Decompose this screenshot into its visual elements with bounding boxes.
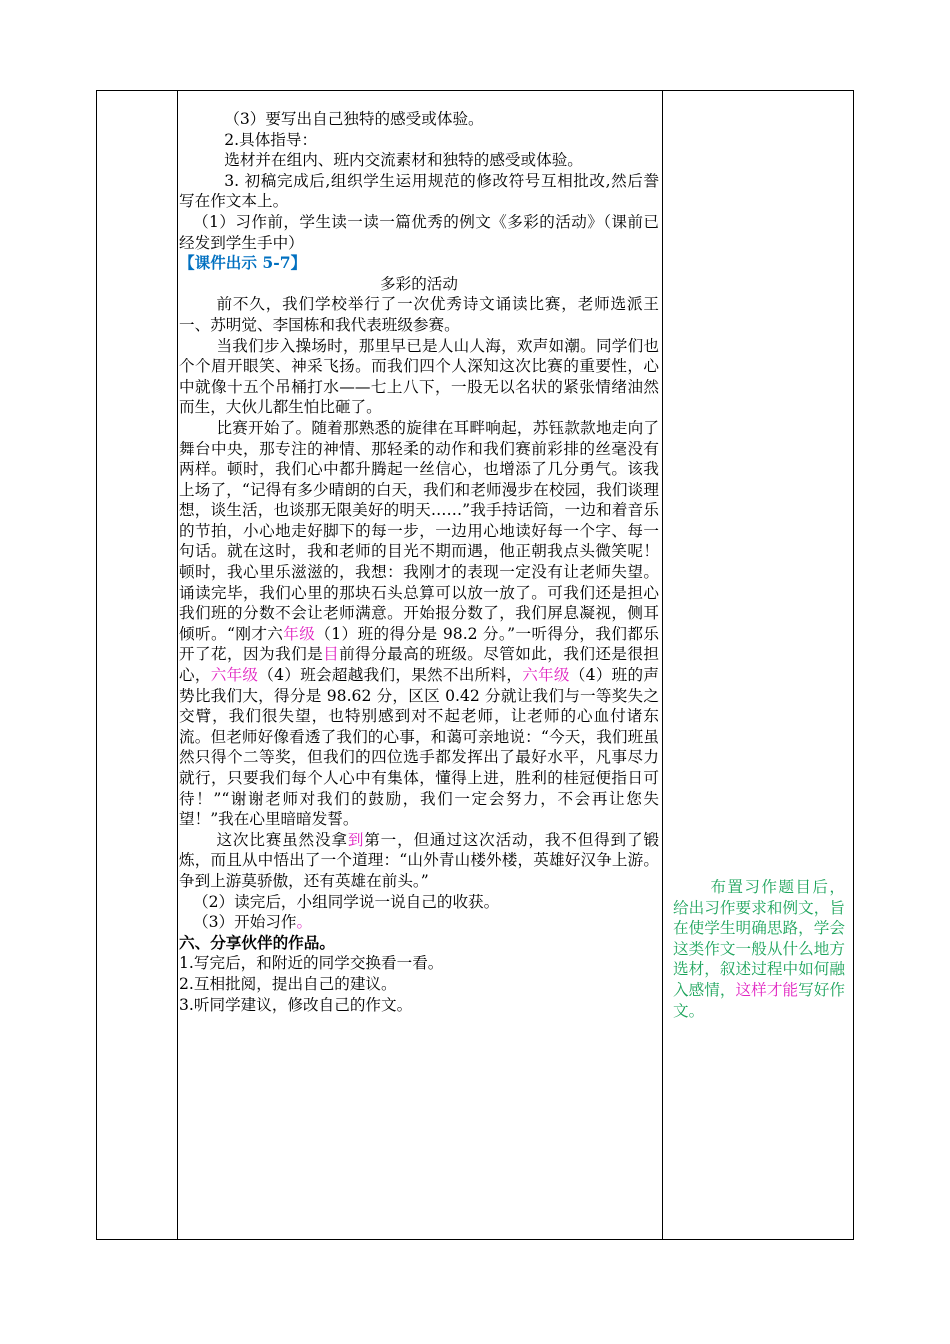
text-run: 布置习作题目后，给出习作要求和例文，旨在使学生明确思路，学会这类作文一般从什么地方选材，叙述过程中如何融入感情， bbox=[673, 878, 845, 999]
guidance-heading: 2.具体指导： bbox=[224, 130, 318, 149]
highlight-text: 六年级 bbox=[210, 666, 259, 685]
design-intent-column bbox=[673, 877, 845, 1021]
text-run: 这次比赛虽然没拿 bbox=[216, 830, 348, 849]
column-divider-1 bbox=[177, 91, 178, 1239]
lesson-table bbox=[96, 90, 854, 1240]
text-run: （4）班的声势比我们大，得分是 98.62 分，区区 0.42 分就让我们与一等奖失之交臂，我们很失望，也特别感到对不起老师，让老师的心血付诸东流。但老师好像看透了我们的心事，和蔼可亲地说：“今天，我们班虽然只得个二等奖，但我们的四位选手都发挥出了最好水平，凡事尽力就行，只要我们每个人心中有集体，懂得上进，胜利的桂冠便指日可待！”“谢谢老师对我们的鼓励，我们一定会努力，不会再让您失望！”我在心里暗暗发誓。 bbox=[179, 666, 659, 829]
share-step-1: 1.写完后，和附近的同学交换看一看。 bbox=[179, 954, 444, 973]
text-run: （3）开始习作 bbox=[193, 913, 297, 932]
column-divider-2 bbox=[662, 91, 663, 1239]
essay-paragraph-2: 当我们步入操场时，那里早已是人山人海，欢声如潮。同学们也个个眉开眼笑、神采飞扬。而我们四个人深知这次比赛的重要性，心中就像十五个吊桶打水——七上八下，一股无以名状的紧张情绪油然而生，大伙儿都生怕比砸了。 bbox=[179, 336, 659, 417]
essay-paragraph-1: 前不久，我们学校举行了一次优秀诗文诵读比赛，老师选派王一、苏明觉、李国栋和我代表班级参赛。 bbox=[179, 295, 659, 334]
essay-paragraph-4 bbox=[179, 830, 659, 892]
design-note bbox=[673, 877, 845, 1021]
essay-paragraph-3 bbox=[179, 418, 659, 830]
highlight-text: 。 bbox=[296, 913, 313, 932]
share-step-3: 3.听同学建议，修改自己的作文。 bbox=[179, 995, 413, 1014]
text-run: 第一，但通过这次活动，我不但得到了锻炼，而且从中悟出了一个道理：“山外青山楼外楼，英雄好汉争上游。争到上游莫骄傲，还有英雄在前头。” bbox=[179, 830, 659, 890]
courseware-label: 【课件出示 5-7】 bbox=[179, 253, 307, 273]
text-run: 比赛开始了。随着那熟悉的旋律在耳畔响起，苏钰款款地走向了舞台中央，那专注的神情、那轻柔的动作和我们赛前彩排的丝毫没有两样。顿时，我们心中都升腾起一丝信心，也增添了几分勇气。该我上场了，“记得有多少晴朗的白天，我们和老师漫步在校园，我们谈理想，谈生活，也谈那无限美好的明天……”我手持话筒，一边和着音乐的节拍，小心地走好脚下的每一步，一边用心地读好每一个字、每一句话。就在这时，我和老师的目光不期而遇，他正朝我点头微笑呢！顿时，我心里乐滋滋的，我想：我刚才的表现一定没有让老师失望。诵读完毕，我们心里的那块石头总算可以放一放了。可我们还是担心我们班的分数不会让老师满意。开始报分数了，我们屏息凝视，侧耳倾听。“刚才六 bbox=[179, 418, 659, 643]
highlight-text: 这样才能 bbox=[735, 980, 799, 999]
section-6-heading: 六、分享伙伴的作品。 bbox=[179, 932, 335, 952]
text-run: 写好作文。 bbox=[673, 980, 845, 1020]
highlight-text: 目 bbox=[323, 645, 340, 664]
guidance-text: 选材并在组内、班内交流素材和独特的感受或体验。 bbox=[224, 151, 583, 170]
requirement-3: （3）要写出自己独特的感受或体验。 bbox=[224, 110, 484, 128]
highlight-text: 到 bbox=[347, 830, 365, 849]
text-run: （4）班会超越我们，果然不出所料， bbox=[258, 666, 523, 685]
teaching-process-column bbox=[179, 109, 659, 1015]
write-step bbox=[179, 912, 659, 933]
text-run: 前得分最高的班级。尽管如此，我们还是很担心， bbox=[179, 645, 659, 685]
discuss-step: （2）读完后，小组同学说一说自己的收获。 bbox=[193, 892, 500, 911]
essay-title: 多彩的活动 bbox=[380, 274, 458, 293]
text-run: （1）班的得分是 98.2 分。”一听得分，我们都乐开了花，因为我们是 bbox=[179, 624, 659, 664]
draft-step: 3. 初稿完成后,组织学生运用规范的修改符号互相批改,然后誊写在作文本上。 bbox=[179, 171, 659, 211]
highlight-text: 六年级 bbox=[522, 666, 570, 685]
read-sample-step: （1）习作前，学生读一读一篇优秀的例文《多彩的活动》（课前已经发到学生手中） bbox=[179, 212, 659, 252]
share-step-2: 2.互相批阅，提出自己的建议。 bbox=[179, 974, 397, 993]
highlight-text: 年级 bbox=[283, 624, 316, 643]
